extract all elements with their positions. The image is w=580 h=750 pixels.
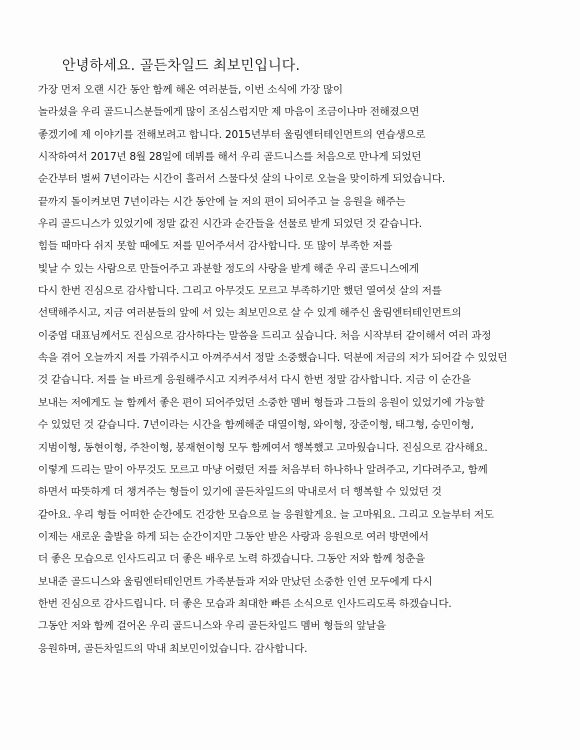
letter-line: 끝까지 돌이켜보면 7년이라는 시간 동안에 늘 저의 편이 되어주고 늘 응원을 해주는: [38, 195, 406, 208]
letter-line: 선택해주시고, 지금 여러분들의 앞에 서 있는 최보민으로 살 수 있게 해주신 울림엔터테인먼트의: [38, 307, 462, 320]
letter-line: 좋겠기에 제 이야기를 전해보려고 합니다. 2015년부터 울림엔터테인먼트의 연습생으로: [38, 128, 426, 141]
letter-line: 가장 먼저 오랜 시간 동안 함께 해온 여러분들, 이번 소식에 가장 많이: [38, 84, 343, 96]
letter-line: 빛날 수 있는 사람으로 만들어주고 과분할 정도의 사랑을 받게 해준 우리 골드니스에게: [38, 262, 419, 275]
letter-line: 한번 진심으로 감사드립니다. 더 좋은 모습과 최대한 빠른 소식으로 인사드리도록 하겠습니다.: [38, 597, 452, 610]
letter-body: [38, 79, 554, 660]
letter-greeting: 안녕하세요. 골든차일드 최보민입니다.: [62, 58, 301, 74]
letter-line: 이중엽 대표님께서도 진심으로 감사하다는 말씀을 드리고 싶습니다. 처음 시작부터 같이해서 여러 과정: [38, 329, 492, 342]
letter-line: 이렇게 드리는 말이 아무것도 모르고 마냥 어렸던 저를 처음부터 하나하나 알려주고, 기다려주고, 함께: [38, 463, 488, 476]
letter-line: 하면서 따뜻하게 더 챙겨주는 형들이 있기에 골든차일드의 막내로서 더 행복할 수 있었던 것: [38, 486, 442, 499]
letter-line: 것 같습니다. 저를 늘 바르게 응원해주시고 지켜주셔서 다시 한번 정말 감사합니다. 지금 이 순간을: [38, 374, 471, 387]
letter-line: 같아요. 우리 형들 어떠한 순간에도 건강한 모습으로 늘 응원할게요. 늘 고마워요. 그리고 오늘부터 저도: [38, 508, 494, 521]
handwritten-letter: [38, 56, 554, 660]
letter-line: 수 있었던 것 같습니다. 7년이라는 시간을 함께해준 대열이형, 와이형, 장준이형, 태그형, 승민이형,: [38, 419, 474, 432]
letter-line: 속을 겪어 오늘까지 저를 가꿔주시고 아껴주셔서 정말 소중했습니다. 덕분에 저금의 저가 되어갈 수 있었던: [38, 352, 508, 365]
letter-line: 시작하여서 2017년 8월 28일에 데뷔를 해서 우리 골드니스를 처음으로 만나게 되었던: [38, 151, 422, 164]
letter-line: 더 좋은 모습으로 인사드리고 더 좋은 배우로 노력 하겠습니다. 그동안 저와 함께 청춘을: [38, 553, 426, 566]
letter-line: 지범이형, 동현이형, 주찬이형, 봉재현이형 모두 함께여서 행복했고 고마웠습니다. 진심으로 감사해요.: [38, 441, 488, 454]
letter-line: 우리 골드니스가 있었기에 정말 값진 시간과 순간들을 선물로 받게 되었던 것 같습니다.: [38, 218, 422, 231]
letter-line: 다시 한번 진심으로 감사합니다. 그리고 아무것도 모르고 부족하기만 했던 열여섯 살의 저를: [38, 285, 442, 298]
letter-line: 놀라셨을 우리 골드니스분들에게 많이 조심스럽지만 제 마음이 조금이나마 전해졌으면: [38, 106, 420, 119]
letter-line: 순간부터 벌써 7년이라는 시간이 흘러서 스물다섯 살의 나이로 오늘을 맞이하게 되었습니다.: [38, 173, 445, 186]
letter-line: 응원하며, 골든차일드의 막내 최보민이었습니다. 감사합니다.: [38, 642, 308, 655]
letter-line: 이제는 새로운 출발을 하게 되는 순간이지만 그동안 받은 사랑과 응원으로 여러 방면에서: [38, 530, 429, 543]
letter-line: 보내는 저에게도 늘 함께서 좋은 편이 되어주었던 소중한 멤버 형들과 그들의 응원이 있었기에 가능할: [38, 396, 485, 409]
letter-line: 그동안 저와 함께 걸어온 우리 골드니스와 우리 골든차일드 멤버 형들의 앞날을: [38, 620, 386, 633]
letter-line: 힘들 때마다 쉬지 못할 때에도 저를 믿어주셔서 감사합니다. 또 많이 부족한 저를: [38, 240, 393, 253]
letter-line: 보내준 골드니스와 울림엔터테인먼트 가족분들과 저와 만났던 소중한 인연 모두에게 다시: [38, 575, 433, 588]
